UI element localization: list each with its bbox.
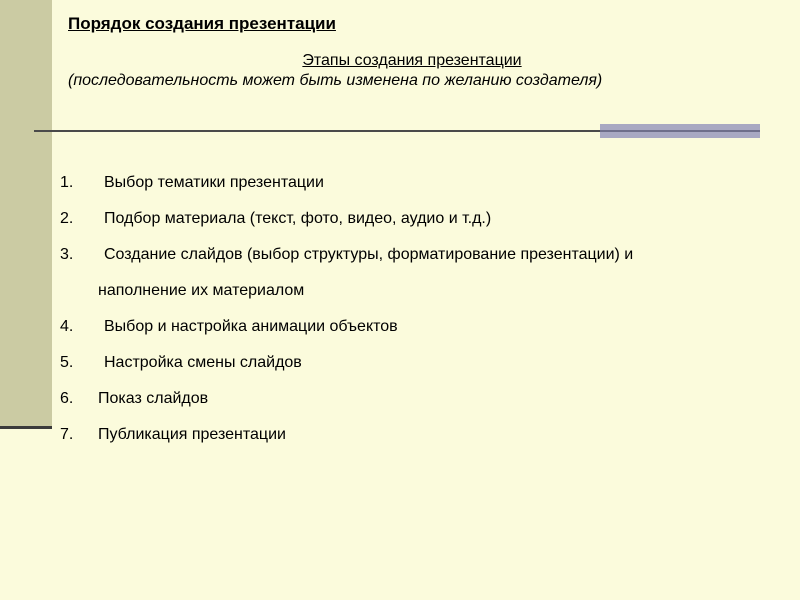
list-item-text: Выбор тематики презентации <box>104 174 324 191</box>
steps-list <box>60 174 780 462</box>
list-item-text: Выбор и настройка анимации объектов <box>104 318 398 335</box>
list-item-number: 1. <box>60 174 74 191</box>
list-item-number: 2. <box>60 210 74 227</box>
list-item-number: 3. <box>60 246 74 263</box>
list-item-text: Публикация презентации <box>98 426 286 443</box>
slide-subtitle: Этапы создания презентации <box>302 52 522 69</box>
list-item-continuation: наполнение их материалом <box>98 282 305 299</box>
list-item-text: Создание слайдов (выбор структуры, форматирование презентации) и <box>104 246 634 263</box>
list-item-number: 5. <box>60 354 74 371</box>
list-item-text: Настройка смены слайдов <box>104 354 302 371</box>
list-item <box>60 354 780 390</box>
subtitle-note: (последовательность может быть изменена по желанию создателя) <box>68 72 603 89</box>
list-item-text: Подбор материала (текст, фото, видео, аудио и т.д.) <box>104 210 492 227</box>
list-item-number: 4. <box>60 318 74 335</box>
list-item <box>60 390 780 426</box>
list-item <box>60 246 780 318</box>
list-item <box>60 210 780 246</box>
rule-accent-line <box>600 130 760 132</box>
left-band-underline <box>0 426 52 429</box>
slide-title: Порядок создания презентации <box>68 14 336 33</box>
list-item <box>60 318 780 354</box>
list-item <box>60 174 780 210</box>
list-item-number: 6. <box>60 390 74 407</box>
list-item-number: 7. <box>60 426 74 443</box>
list-item <box>60 426 780 462</box>
list-item-text: Показ слайдов <box>98 390 209 407</box>
